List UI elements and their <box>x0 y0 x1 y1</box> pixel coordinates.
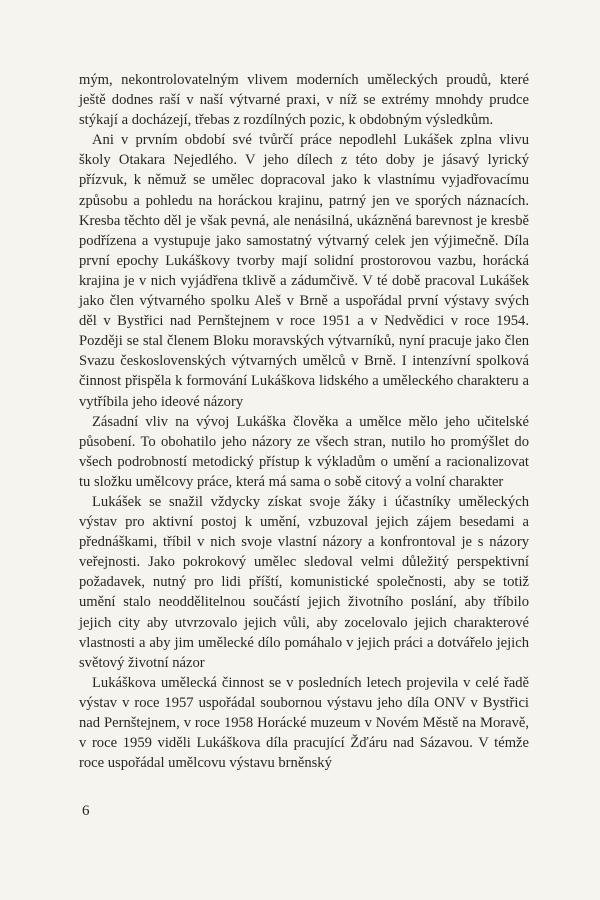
paragraph-exhibitions: Lukáškova umělecká činnost se v posledních letech projevila v celé řadě výstav v roce 1957 uspořádal soubornou výstavu jeho díla ONV v Bystřici nad Pernštejnem, v roce 1958 Horácké muzeum v Novém Městě na Moravě, v roce 1959 viděli Lukáškova díla pracující Žďáru nad Sázavou. V témže roce uspořádal umělcovu výstavu brněnský <box>79 674 529 772</box>
paragraph-teaching-influence: Zásadní vliv na vývoj Lukáška člověka a umělce mělo jeho učitelské působení. To obohatilo jeho názory ze všech stran, nutilo ho promýšlet do všech podrobností metodický přístup k výkladům o umění a racionalizovat tu složku umělcovy práce, která má sama o sobě citový a volní charakter <box>79 413 529 490</box>
paragraph-early-period: Ani v prvním období své tvůrčí práce nepodlehl Lukášek zplna vlivu školy Otakara Nejedlého. V jeho dílech z této doby je jásavý lyrický přízvuk, k němuž se umělec dopracoval jako k vlastnímu vyjadřovacímu způsobu a pohledu na horáckou krajinu, patrný jen ve sporých náznacích. Kresba těchto děl je však pevná, ale nenásilná, ukázněná barevnost je kresbě podřízena a vystupuje jako samostatný výtvarný celek jen výjimečně. Díla první epochy Lukáškovy tvorby mají solidní prostorovou vazbu, horácká krajina je v nich vyjádřena tklivě a zádumčivě. V té době pracoval Lukášek jako člen výtvarného spolku Aleš v Brně a uspořádal první výstavy svých děl v Bystřici nad Pernštejnem v roce 1951 a v Nedvědici v roce 1954. Později se stal členem Bloku moravských výtvarníků, nyní pracuje jako člen Svazu československých výtvarných umělců v Brně. I intenzívní spolková činnost přispěla k formování Lukáškova lidského a uměleckého charakteru a vytříbila jeho ideové názory <box>79 132 529 410</box>
body-text <box>79 70 529 773</box>
paragraph-continuation: mým, nekontrolovatelným vlivem moderních uměleckých proudů, které ještě dodnes raší v naší výtvarné praxi, v níž se extrémy mnohdy prudce stýkají a docházejí, třebas z rozdílných pozic, k obdobným výsledkům. <box>79 72 529 129</box>
paragraph-audience-engagement: Lukášek se snažil vždycky získat svoje žáky i účastníky uměleckých výstav pro aktivní postoj k umění, vzbuzoval jejich zájem besedami a přednáškami, tříbil v nich svoje vlastní názory a konfrontoval je s názory veřejnosti. Jako pokrokový umělec sledoval velmi důležitý perspektivní požadavek, nutný pro lidi příští, komunistické společnosti, aby se totiž umění stalo neoddělitelnou součástí jejich životního poslání, aby tříbilo jejich city aby utvrzovalo jejich vůli, aby zocelovalo jejich charakterové vlastnosti a aby jim umělecké dílo pomáhalo v jejich práci a dotvářelo jejich světový životní názor <box>79 493 529 671</box>
page-number: 6 <box>82 803 90 819</box>
